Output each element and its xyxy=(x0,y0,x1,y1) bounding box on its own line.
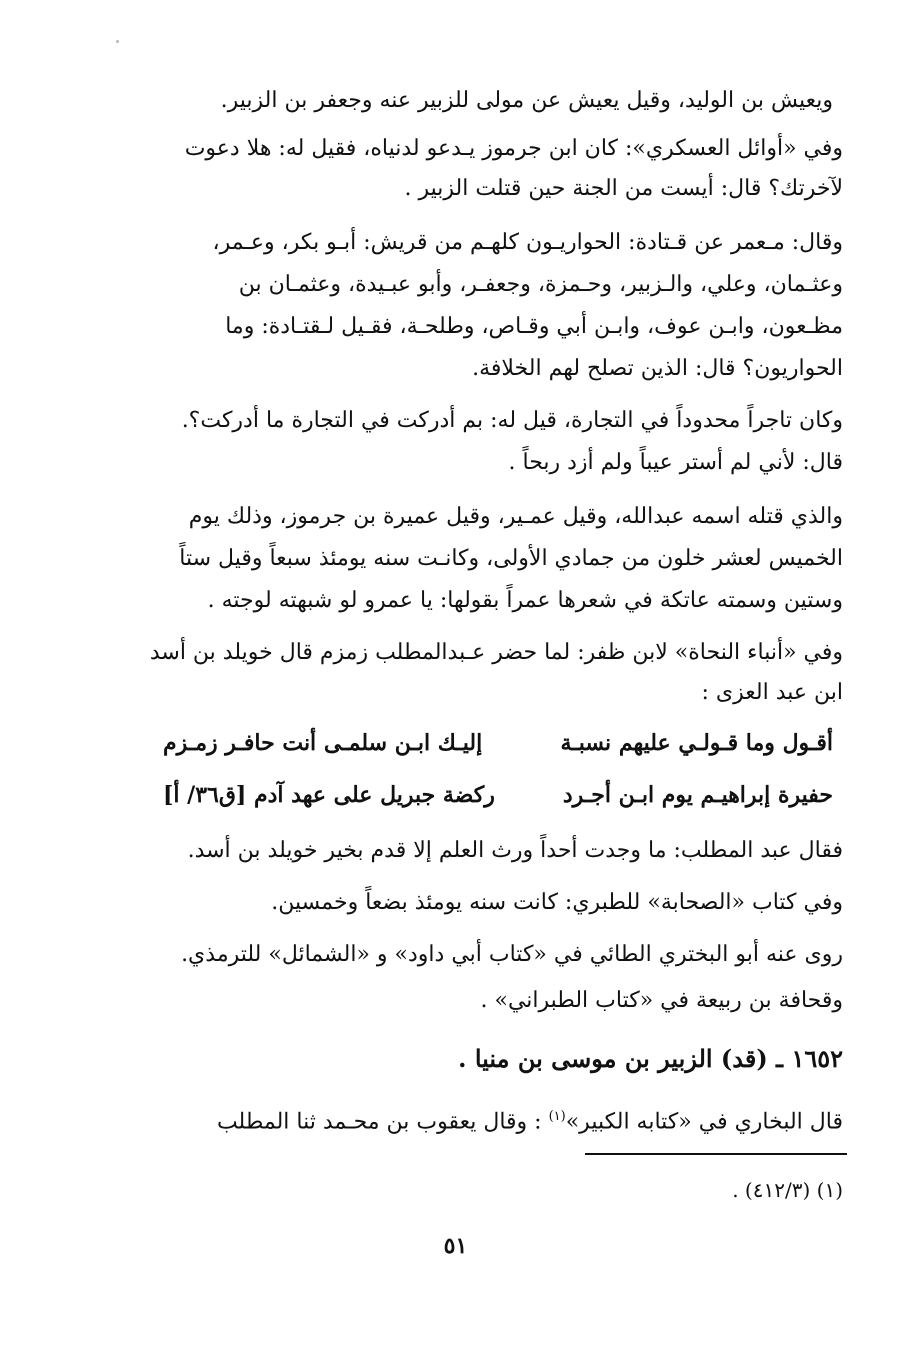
text-run: قال البخاري في «كتابه الكبير» xyxy=(565,1109,843,1135)
verse-first-hemistich: حفيرة إبراهيـم يوم ابـن أجـرد xyxy=(562,782,833,808)
paragraph-line: الحواريون؟ قال: الذين تصلح لهم الخلافة. xyxy=(472,356,843,381)
paragraph-line: وستين وسمته عاتكة في شعرها عمراً بقولها: يا عمرو لو شبهته لوجته . xyxy=(207,588,843,613)
scan-speck xyxy=(116,40,119,43)
verse-first-hemistich: أقـول وما قـولـي عليهم نسبـة xyxy=(560,730,833,756)
paragraph-line: لآخرتك؟ قال: أيست من الجنة حين قتلت الزبير . xyxy=(404,176,843,201)
paragraph-line: ويعيش بن الوليد، وقيل يعيش عن مولى للزبير عنه وجعفر بن الزبير. xyxy=(220,88,833,113)
poem-verse xyxy=(163,730,843,766)
paragraph-line: وقحافة بن ربيعة في «كتاب الطبراني» . xyxy=(480,988,843,1013)
paragraph-line: فقال عبد المطلب: ما وجدت أحداً ورث العلم إلا قدم بخير خويلد بن أسد. xyxy=(187,838,843,863)
paragraph-line: ابن عبد العزى : xyxy=(701,680,843,705)
paragraph-line: روى عنه أبو البختري الطائي في «كتاب أبي داود» و «الشمائل» للترمذي. xyxy=(181,942,843,967)
paragraph-line: وكان تاجراً محدوداً في التجارة، قيل له: بم أدركت في التجارة ما أدركت؟. xyxy=(181,408,843,433)
page-number: ٥١ xyxy=(443,1233,468,1259)
paragraph-line: وفي كتاب «الصحابة» للطبري: كانت سنه يومئذ بضعاً وخمسين. xyxy=(271,890,843,915)
paragraph-line: والذي قتله اسمه عبدالله، وقيل عمـير، وقيل عميرة بن جرموز، وذلك يوم xyxy=(188,504,843,529)
verse-second-hemistich: إليـك ابـن سلمـى أنت حافـر زمـزم xyxy=(163,730,483,756)
paragraph-line: وفي «أوائل العسكري»: كان ابن جرموز يـدعو لدنياه، فقيل له: هلا دعوت xyxy=(184,136,843,161)
verse-second-hemistich: ركضة جبريل على عهد آدم [ق٣٦/ أ] xyxy=(163,782,495,808)
footnote-divider xyxy=(585,1153,847,1155)
entry-heading: ١٦٥٢ ـ (قد) الزبير بن موسى بن منيا . xyxy=(458,1044,843,1073)
paragraph-line: وقال: مـعمر عن قـتادة: الحواريـون كلهـم من قريش: أبـو بكر، وعـمر، xyxy=(212,230,843,255)
paragraph-line: قال: لأني لم أستر عيباً ولم أزد ربحاً . xyxy=(508,450,843,475)
text-run: : وقال يعقوب بن محـمد ثنا المطلب xyxy=(216,1109,549,1135)
poem-verse xyxy=(163,782,843,818)
paragraph-line: الخميس لعشر خلون من جمادي الأولى، وكانـت سنه يومئذ سبعاً وقيل ستاً xyxy=(179,546,843,571)
footnote: (١) (٤١٢/٣) . xyxy=(732,1178,843,1202)
paragraph-line: وفي «أنباء النحاة» لابن ظفر: لما حضر عـبدالمطلب زمزم قال خويلد بن أسد xyxy=(149,640,843,665)
footnote-ref: (١) xyxy=(548,1109,566,1124)
paragraph-line: وعثـمان، وعلي، والـزبير، وحـمزة، وجعفـر، وأبو عبـيدة، وعثمـان بن xyxy=(238,272,843,297)
paragraph-line: مظـعون، وابـن عوف، وابـن أبي وقـاص، وطلحـة، فقـيل لـقتـادة: وما xyxy=(225,314,843,339)
paragraph-line xyxy=(163,1100,843,1139)
